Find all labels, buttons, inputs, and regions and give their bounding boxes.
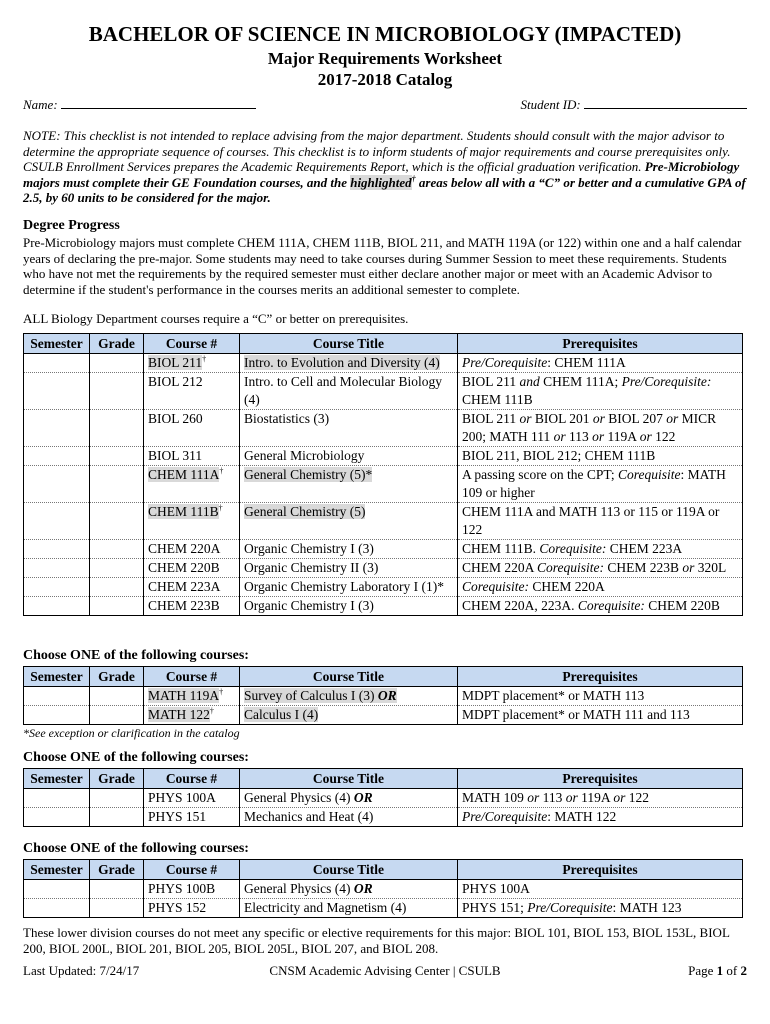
dagger-mark: † <box>411 174 416 184</box>
prereq-header: Prerequisites <box>458 334 743 354</box>
dagger-mark: † <box>218 503 223 513</box>
note-bold-text: Pre-Microbiology majors must complete their GE Foundation courses, and the <box>23 159 740 190</box>
semester-header: Semester <box>24 860 90 880</box>
semester-cell[interactable] <box>24 899 90 918</box>
semester-header: Semester <box>24 769 90 789</box>
course-title: General Microbiology <box>244 448 365 463</box>
page-title: BACHELOR OF SCIENCE IN MICROBIOLOGY (IMPACTED) <box>88 22 682 46</box>
course-number-cell <box>144 687 240 706</box>
course-number-cell <box>144 559 240 578</box>
course-title: General Physics (4) OR <box>244 881 373 896</box>
course-title-cell <box>240 466 458 503</box>
prerequisites-cell: MDPT placement* or MATH 113 <box>458 687 743 706</box>
course-number: CHEM 220A <box>148 541 221 556</box>
page-subtitle: Major Requirements Worksheet <box>267 49 503 68</box>
course-title-cell <box>240 597 458 616</box>
course-title-cell <box>240 447 458 466</box>
semester-cell[interactable] <box>24 466 90 503</box>
grade-cell[interactable] <box>90 578 144 597</box>
prerequisites-cell: MDPT placement* or MATH 111 and 113 <box>458 706 743 725</box>
table-row <box>24 373 743 410</box>
semester-cell[interactable] <box>24 559 90 578</box>
physics-2-choice-table <box>23 859 743 918</box>
grade-cell[interactable] <box>90 808 144 827</box>
table-row <box>24 687 743 706</box>
course-number-cell <box>144 706 240 725</box>
course-number: BIOL 260 <box>148 411 203 426</box>
semester-cell[interactable] <box>24 789 90 808</box>
semester-cell[interactable] <box>24 540 90 559</box>
choose-heading-physics-2: Choose ONE of the following courses: <box>23 841 249 856</box>
prerequisites-cell: CHEM 220A Corequisite: CHEM 223B or 320L <box>458 559 743 578</box>
table-row <box>24 899 743 918</box>
title-header: Course Title <box>240 769 458 789</box>
biology-prereq-note: ALL Biology Department courses require a “C” or better on prerequisites. <box>23 311 409 326</box>
grade-cell[interactable] <box>90 687 144 706</box>
semester-header: Semester <box>24 334 90 354</box>
grade-header: Grade <box>90 667 144 687</box>
page-current: 1 <box>716 963 724 978</box>
note-highlight-word: highlighted <box>350 174 412 190</box>
course-title: Electricity and Magnetism (4) <box>244 900 407 915</box>
page-total: 2 <box>740 963 747 978</box>
course-number-cell <box>144 540 240 559</box>
prerequisites-cell: PHYS 151; Pre/Corequisite: MATH 123 <box>458 899 743 918</box>
lower-division-note: These lower division courses do not meet any specific or elective requirements for this major: BIOL 101, BIOL 153, BIOL 153L, BIOL 200, BIOL 200L, BIOL 201, BIOL 205, BIOL 205L, BIOL 207, and BIOL 208. <box>23 925 730 956</box>
grade-cell[interactable] <box>90 559 144 578</box>
dagger-mark: † <box>219 466 224 476</box>
prereq-header: Prerequisites <box>458 667 743 687</box>
course-title-cell <box>240 578 458 597</box>
course-number: CHEM 111A <box>148 467 220 482</box>
course-title: Intro. to Cell and Molecular Biology (4) <box>244 374 442 407</box>
course-title-cell <box>240 899 458 918</box>
student-info-row <box>23 96 747 113</box>
semester-cell[interactable] <box>24 687 90 706</box>
course-number: CHEM 220B <box>148 560 220 575</box>
semester-header: Semester <box>24 667 90 687</box>
title-header: Course Title <box>240 860 458 880</box>
course-title-cell <box>240 808 458 827</box>
note-text: NOTE: This checklist is not intended to replace advising from the major department. Students should consult with the major advisor to determine the appropriate sequence of courses. This checklist is to inform students of major requirements and course prerequisites only. CSULB Enrollment Services prepares the Academic Requirements Report, which is the official graduation verification. <box>23 128 731 174</box>
table-row <box>24 410 743 447</box>
table-row <box>24 466 743 503</box>
grade-cell[interactable] <box>90 706 144 725</box>
course-header: Course # <box>144 769 240 789</box>
note-bold-text-2: areas below all with a “C” or better and a cumulative GPA of 2.5, by 60 units to be considered for the major. <box>23 174 746 205</box>
footer-center: CNSM Academic Advising Center | CSULB <box>269 963 501 978</box>
grade-header: Grade <box>90 769 144 789</box>
prerequisites-cell: Pre/Corequisite: MATH 122 <box>458 808 743 827</box>
table-header-row <box>24 667 743 687</box>
course-number: PHYS 151 <box>148 809 207 824</box>
prereq-header: Prerequisites <box>458 769 743 789</box>
course-title-cell <box>240 354 458 373</box>
course-title-cell <box>240 880 458 899</box>
course-number: BIOL 212 <box>148 374 203 389</box>
course-number: BIOL 211 <box>148 355 203 370</box>
table-row <box>24 597 743 616</box>
course-title: Organic Chemistry I (3) <box>244 598 374 613</box>
course-number: MATH 122 <box>148 707 210 722</box>
grade-cell[interactable] <box>90 597 144 616</box>
course-number-cell <box>144 373 240 410</box>
prerequisites-cell: PHYS 100A <box>458 880 743 899</box>
course-number: MATH 119A <box>148 688 220 703</box>
student-id-field[interactable] <box>584 96 747 109</box>
table-row <box>24 789 743 808</box>
prerequisites-cell: Corequisite: CHEM 220A <box>458 578 743 597</box>
course-title: Survey of Calculus I (3) OR <box>244 688 397 703</box>
name-label: Name: <box>23 97 58 112</box>
name-field[interactable] <box>61 96 256 109</box>
dagger-mark: † <box>209 706 214 716</box>
grade-cell[interactable] <box>90 466 144 503</box>
table-row <box>24 706 743 725</box>
dagger-mark: † <box>219 687 224 697</box>
prerequisites-cell: Pre/Corequisite: CHEM 111A <box>458 354 743 373</box>
prerequisites-cell: A passing score on the CPT; Corequisite: MATH 109 or higher <box>458 466 743 503</box>
course-number: CHEM 223A <box>148 579 221 594</box>
course-number: CHEM 223B <box>148 598 220 613</box>
page-footer <box>23 963 747 979</box>
student-id-label: Student ID: <box>520 97 581 112</box>
course-title-cell <box>240 540 458 559</box>
page-mid: of <box>723 963 741 978</box>
grade-cell[interactable] <box>90 789 144 808</box>
semester-cell[interactable] <box>24 373 90 410</box>
prerequisites-cell: BIOL 211 and CHEM 111A; Pre/Corequisite: CHEM 111B <box>458 373 743 410</box>
table-row <box>24 540 743 559</box>
grade-header: Grade <box>90 860 144 880</box>
semester-cell[interactable] <box>24 578 90 597</box>
prerequisites-cell: CHEM 111B. Corequisite: CHEM 223A <box>458 540 743 559</box>
title-header: Course Title <box>240 334 458 354</box>
choose-heading-math: Choose ONE of the following courses: <box>23 648 249 663</box>
course-title-cell <box>240 687 458 706</box>
table-row <box>24 578 743 597</box>
table-row <box>24 808 743 827</box>
math-choice-table <box>23 666 743 725</box>
course-number-cell <box>144 503 240 540</box>
course-title-cell <box>240 559 458 578</box>
course-title: Calculus I (4) <box>244 707 319 722</box>
physics-1-choice-table <box>23 768 743 827</box>
semester-cell[interactable] <box>24 808 90 827</box>
course-title: Organic Chemistry Laboratory I (1)* <box>244 579 444 594</box>
semester-cell[interactable] <box>24 597 90 616</box>
course-number-cell <box>144 410 240 447</box>
grade-header: Grade <box>90 334 144 354</box>
grade-cell[interactable] <box>90 503 144 540</box>
table-header-row <box>24 860 743 880</box>
course-title: Biostatistics (3) <box>244 411 330 426</box>
semester-cell[interactable] <box>24 706 90 725</box>
dagger-mark: † <box>202 354 207 364</box>
course-number-cell <box>144 899 240 918</box>
grade-cell[interactable] <box>90 880 144 899</box>
advising-note <box>23 128 747 206</box>
course-title: General Physics (4) OR <box>244 790 373 805</box>
course-number: PHYS 152 <box>148 900 207 915</box>
semester-cell[interactable] <box>24 880 90 899</box>
table-header-row <box>24 769 743 789</box>
course-title: General Chemistry (5) <box>244 504 366 519</box>
last-updated: Last Updated: 7/24/17 <box>23 963 140 978</box>
course-number-cell <box>144 597 240 616</box>
degree-progress-text: Pre-Microbiology majors must complete CHEM 111A, CHEM 111B, BIOL 211, and MATH 119A (or 122) within one and a half calendar years of declaring the pre-major. Some students may need to take courses during Summer Session to meet these requirements. Students who have not met the requirements by the required semester must either declare another major or meet with an Academic Advisor to determine if the student's performance in the courses merits an additional semester to complete. <box>23 235 742 297</box>
table-header-row <box>24 334 743 354</box>
course-number-cell <box>144 808 240 827</box>
prerequisites-cell: BIOL 211 or BIOL 201 or BIOL 207 or MICR 200; MATH 111 or 113 or 119A or 122 <box>458 410 743 447</box>
course-number: CHEM 111B <box>148 504 219 519</box>
title-header: Course Title <box>240 667 458 687</box>
course-number-cell <box>144 880 240 899</box>
course-number: PHYS 100B <box>148 881 216 896</box>
semester-cell[interactable] <box>24 410 90 447</box>
course-title: General Chemistry (5)* <box>244 467 373 482</box>
grade-cell[interactable] <box>90 899 144 918</box>
choose-heading-physics-1: Choose ONE of the following courses: <box>23 750 249 765</box>
table-row <box>24 447 743 466</box>
table-row <box>24 354 743 373</box>
page-prefix: Page <box>688 963 717 978</box>
prerequisites-cell: CHEM 220A, 223A. Corequisite: CHEM 220B <box>458 597 743 616</box>
course-header: Course # <box>144 334 240 354</box>
catalog-footnote: *See exception or clarification in the catalog <box>23 726 240 740</box>
course-header: Course # <box>144 667 240 687</box>
course-title-cell <box>240 706 458 725</box>
course-number: PHYS 100A <box>148 790 216 805</box>
main-requirements-table <box>23 333 743 616</box>
course-title: Mechanics and Heat (4) <box>244 809 374 824</box>
grade-cell[interactable] <box>90 447 144 466</box>
prerequisites-cell: CHEM 111A and MATH 113 or 115 or 119A or 122 <box>458 503 743 540</box>
table-row <box>24 559 743 578</box>
course-number: BIOL 311 <box>148 448 203 463</box>
course-number-cell <box>144 789 240 808</box>
course-number-cell <box>144 578 240 597</box>
semester-cell[interactable] <box>24 354 90 373</box>
grade-cell[interactable] <box>90 540 144 559</box>
course-title: Intro. to Evolution and Diversity (4) <box>244 355 440 370</box>
prerequisites-cell: MATH 109 or 113 or 119A or 122 <box>458 789 743 808</box>
course-number-cell <box>144 354 240 373</box>
catalog-year: 2017-2018 Catalog <box>317 70 453 89</box>
course-title-cell <box>240 789 458 808</box>
semester-cell[interactable] <box>24 447 90 466</box>
grade-cell[interactable] <box>90 410 144 447</box>
course-header: Course # <box>144 860 240 880</box>
course-number-cell <box>144 447 240 466</box>
table-row <box>24 880 743 899</box>
course-number-cell <box>144 466 240 503</box>
course-title-cell <box>240 373 458 410</box>
degree-progress-heading: Degree Progress <box>23 218 120 233</box>
prereq-header: Prerequisites <box>458 860 743 880</box>
table-row <box>24 503 743 540</box>
prerequisites-cell: BIOL 211, BIOL 212; CHEM 111B <box>458 447 743 466</box>
course-title-cell <box>240 410 458 447</box>
page-number <box>688 963 747 979</box>
course-title-cell <box>240 503 458 540</box>
grade-cell[interactable] <box>90 373 144 410</box>
course-title: Organic Chemistry II (3) <box>244 560 379 575</box>
course-title: Organic Chemistry I (3) <box>244 541 374 556</box>
semester-cell[interactable] <box>24 503 90 540</box>
grade-cell[interactable] <box>90 354 144 373</box>
